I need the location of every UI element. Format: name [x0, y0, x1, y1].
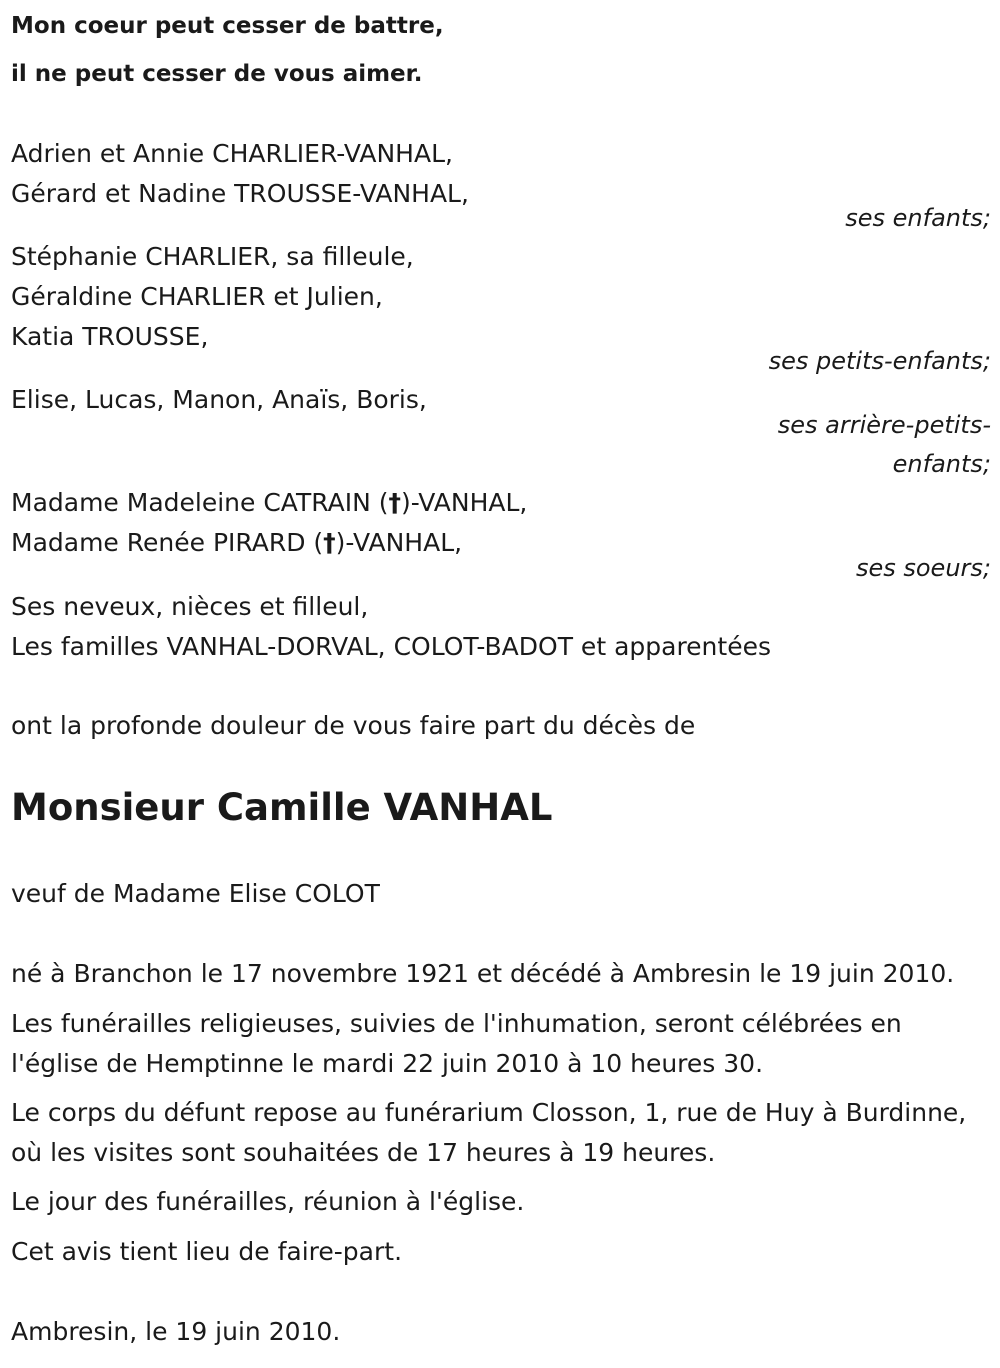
role-sisters: ses soeurs; — [855, 554, 991, 582]
sister-name-start: Madame Renée PIRARD ( — [11, 528, 324, 557]
role-great-grandchildren-line-1: ses arrière-petits- — [777, 411, 991, 439]
sister-name-end: )-VANHAL, — [335, 528, 463, 557]
widower-of: veuf de Madame Elise COLOT — [11, 879, 380, 908]
other-relatives: Ses neveux, nièces et filleul, — [11, 592, 369, 621]
motto-line-1: Mon coeur peut cesser de battre, — [11, 13, 444, 39]
others-block — [11, 587, 991, 667]
notice: Cet avis tient lieu de faire-part. — [11, 1237, 403, 1266]
role-children: ses enfants; — [845, 204, 991, 232]
deceased-name: Monsieur Camille VANHAL — [11, 786, 553, 829]
motto-line-2: il ne peut cesser de vous aimer. — [11, 61, 423, 87]
place-date: Ambresin, le 19 juin 2010. — [11, 1317, 341, 1346]
cross-symbol: † — [388, 488, 401, 517]
announcement: ont la profonde douleur de vous faire part du décès de — [11, 711, 696, 740]
role-grandchildren: ses petits-enfants; — [768, 347, 991, 375]
visitation-details: Le corps du défunt repose au funérarium Closson, 1, rue de Huy à Burdinne, où les visites sont souhaitées de 17 heures à 19 heures. — [11, 1098, 967, 1167]
sister-name-start: Madame Madeleine CATRAIN ( — [11, 488, 389, 517]
great-grandchildren-names: Elise, Lucas, Manon, Anaïs, Boris, — [11, 385, 427, 414]
funeral-details: Les funérailles religieuses, suivies de l'inhumation, seront célébrées en l'église de Hemptinne le mardi 22 juin 2010 à 10 heures 30. — [11, 1009, 902, 1078]
cross-symbol: † — [323, 528, 336, 557]
sister-name — [11, 483, 991, 523]
gathering: Le jour des funérailles, réunion à l'église. — [11, 1187, 525, 1216]
child-name: Gérard et Nadine TROUSSE-VANHAL, — [11, 179, 469, 208]
grandchild-name: Stéphanie CHARLIER, sa filleule, — [11, 242, 414, 271]
other-relatives: Les familles VANHAL-DORVAL, COLOT-BADOT et apparentées — [11, 632, 771, 661]
role-great-grandchildren-line-2: enfants; — [892, 450, 991, 478]
grandchildren-block — [11, 237, 991, 357]
child-name: Adrien et Annie CHARLIER-VANHAL, — [11, 139, 453, 168]
grandchild-name: Katia TROUSSE, — [11, 322, 209, 351]
grandchild-name: Géraldine CHARLIER et Julien, — [11, 282, 383, 311]
sister-name-end: )-VANHAL, — [400, 488, 528, 517]
birth-death: né à Branchon le 17 novembre 1921 et décédé à Ambresin le 19 juin 2010. — [11, 959, 955, 988]
